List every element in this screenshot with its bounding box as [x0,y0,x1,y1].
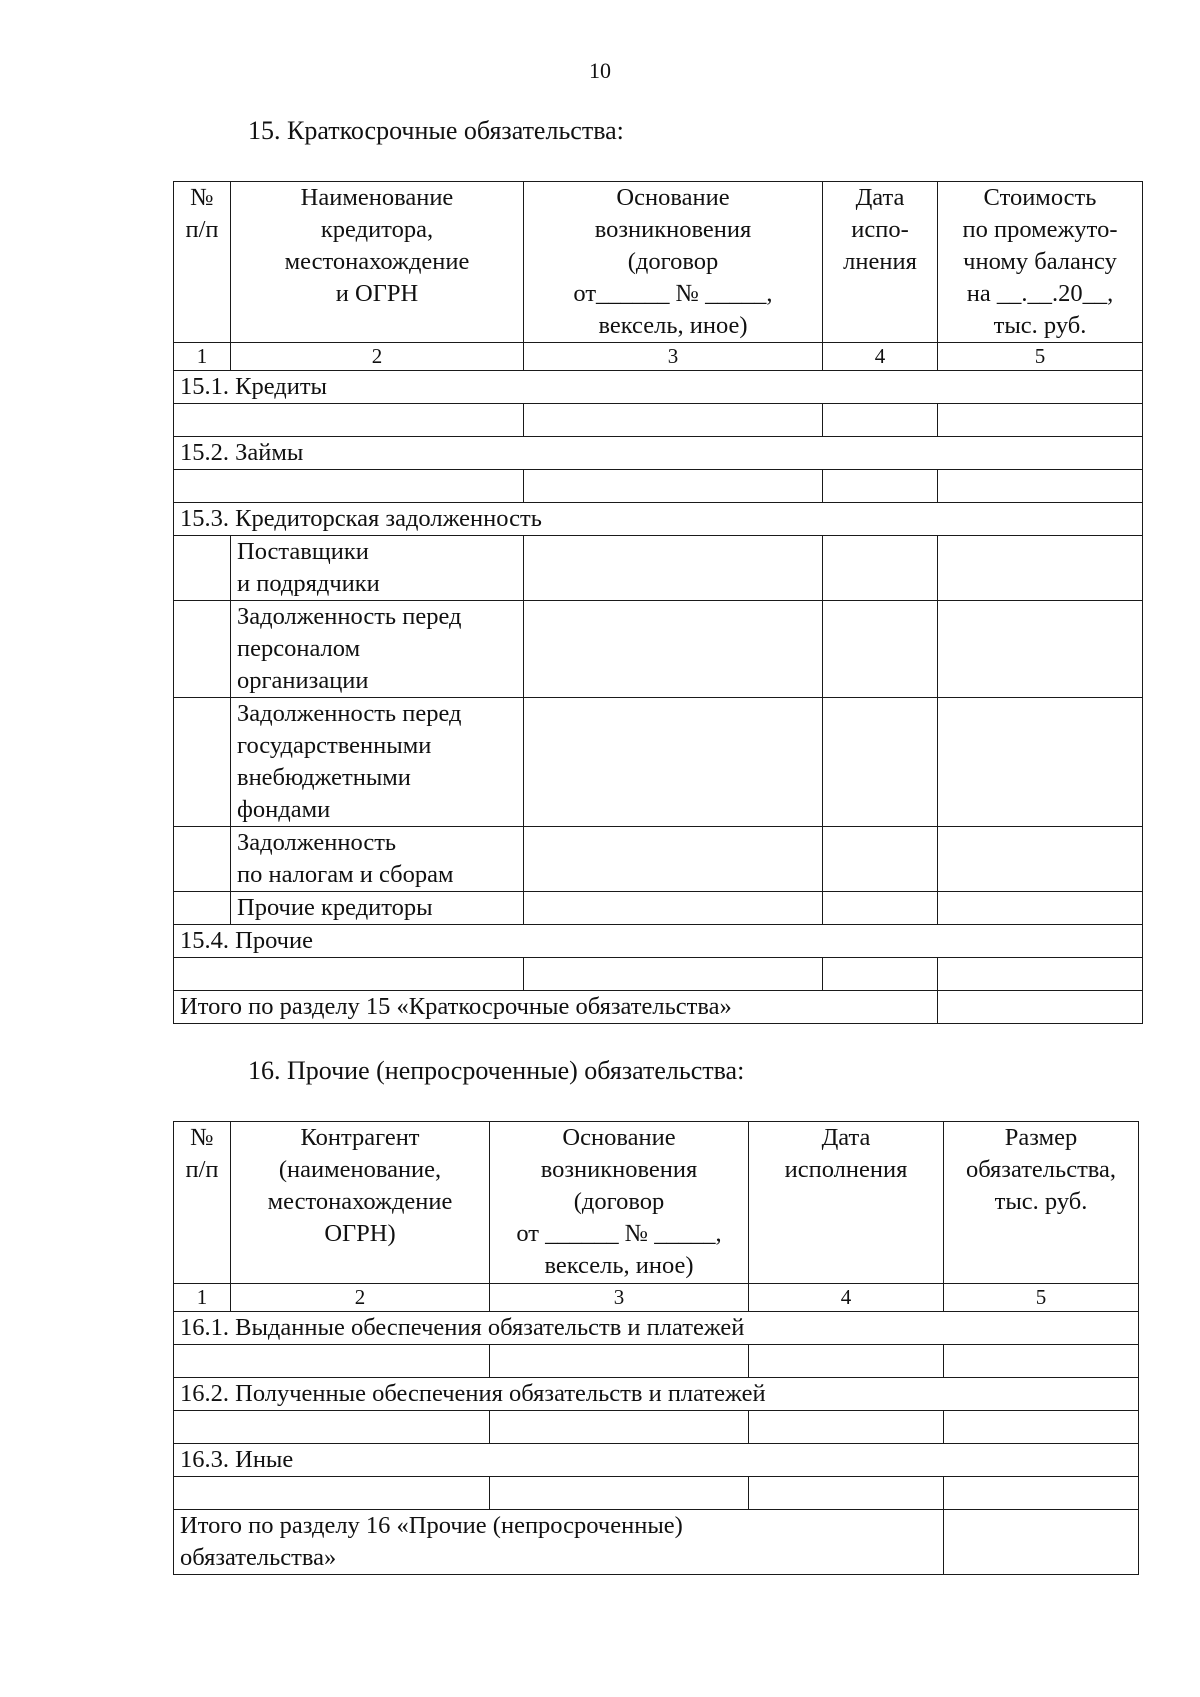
entry-cell[interactable] [174,892,231,925]
subsection-heading: 15.3. Кредиторская задолженность [174,503,1143,536]
column-number: 2 [231,1284,490,1312]
subsection-row-payables [174,503,1143,536]
payable-label: Поставщики и подрядчики [231,536,524,601]
entry-cell[interactable] [749,1411,944,1444]
entry-cell[interactable] [524,470,823,503]
payable-label: Прочие кредиторы [231,892,524,925]
header-cell: Дата исполнения [749,1122,944,1284]
blank-entry-row [174,470,1143,503]
entry-cell[interactable] [749,1345,944,1378]
payable-row-taxes [174,827,1143,892]
header-row [174,182,1143,343]
column-number: 5 [938,343,1143,371]
entry-cell[interactable] [944,1345,1139,1378]
subsection-heading: 16.2. Полученные обеспечения обязательств и платежей [174,1378,1139,1411]
header-cell: Наименование кредитора, местонахождение и ОГРН [231,182,524,343]
header-cell: № п/п [174,182,231,343]
blank-entry-row [174,404,1143,437]
short-term-liabilities-table [173,181,1143,1024]
header-row [174,1122,1139,1284]
subsection-heading: 16.1. Выданные обеспечения обязательств и платежей [174,1312,1139,1345]
blank-entry-row [174,1345,1139,1378]
entry-cell[interactable] [490,1345,749,1378]
entry-cell[interactable] [174,536,231,601]
column-number: 4 [823,343,938,371]
total-row [174,991,1143,1024]
entry-cell[interactable] [174,1477,490,1510]
entry-cell[interactable] [174,1411,490,1444]
entry-cell[interactable] [174,698,231,827]
column-number: 3 [524,343,823,371]
subsection-heading: 15.4. Прочие [174,925,1143,958]
entry-cell[interactable] [938,404,1143,437]
subsection-row-loans [174,437,1143,470]
total-row [174,1510,1139,1575]
section-16-title: 16. Прочие (непросроченные) обязательства: [248,1056,745,1085]
header-cell: № п/п [174,1122,231,1284]
payable-row-suppliers [174,536,1143,601]
payable-label: Задолженность по налогам и сборам [231,827,524,892]
payable-row-other-creditors [174,892,1143,925]
entry-cell[interactable] [524,536,823,601]
entry-cell[interactable] [944,1477,1139,1510]
header-cell: Стоимость по промежуто- чному балансу на __.__.20__, тыс. руб. [938,182,1143,343]
payable-label: Задолженность перед персоналом организации [231,601,524,698]
section-15-title: 15. Краткосрочные обязательства: [248,116,624,145]
subsection-row-received [174,1378,1139,1411]
page-number: 10 [589,58,611,83]
column-number-row [174,343,1143,371]
entry-cell[interactable] [823,601,938,698]
column-number: 1 [174,343,231,371]
entry-cell[interactable] [823,827,938,892]
entry-cell[interactable] [938,958,1143,991]
subsection-row-others [174,1444,1139,1477]
entry-cell[interactable] [524,601,823,698]
total-label: Итого по разделу 16 «Прочие (непросроченные) обязательства» [174,1510,944,1575]
subsection-heading: 15.2. Займы [174,437,1143,470]
entry-cell[interactable] [938,601,1143,698]
entry-cell[interactable] [524,892,823,925]
header-cell: Дата испо- лнения [823,182,938,343]
entry-cell[interactable] [944,1411,1139,1444]
entry-cell[interactable] [524,958,823,991]
entry-cell[interactable] [490,1411,749,1444]
subsection-heading: 15.1. Кредиты [174,371,1143,404]
entry-cell[interactable] [823,404,938,437]
entry-cell[interactable] [524,827,823,892]
total-value-cell[interactable] [938,991,1143,1024]
column-number: 4 [749,1284,944,1312]
entry-cell[interactable] [174,827,231,892]
entry-cell[interactable] [938,470,1143,503]
entry-cell[interactable] [823,698,938,827]
subsection-row-other [174,925,1143,958]
blank-entry-row [174,958,1143,991]
entry-cell[interactable] [174,601,231,698]
header-cell: Основание возникновения (договор от ______ № _____, вексель, иное) [490,1122,749,1284]
total-label: Итого по разделу 15 «Краткосрочные обязательства» [174,991,938,1024]
entry-cell[interactable] [524,404,823,437]
column-number: 5 [944,1284,1139,1312]
entry-cell[interactable] [938,827,1143,892]
entry-cell[interactable] [524,698,823,827]
total-value-cell[interactable] [944,1510,1139,1575]
entry-cell[interactable] [823,536,938,601]
subsection-heading: 16.3. Иные [174,1444,1139,1477]
blank-entry-row [174,1411,1139,1444]
entry-cell[interactable] [174,1345,490,1378]
entry-cell[interactable] [938,536,1143,601]
entry-cell[interactable] [174,404,524,437]
entry-cell[interactable] [823,958,938,991]
column-number-row [174,1284,1139,1312]
entry-cell[interactable] [938,698,1143,827]
header-cell: Основание возникновения (договор от______ № _____, вексель, иное) [524,182,823,343]
header-cell: Контрагент (наименование, местонахождение ОГРН) [231,1122,490,1284]
payable-label: Задолженность перед государственными внебюджетными фондами [231,698,524,827]
blank-entry-row [174,1477,1139,1510]
entry-cell[interactable] [174,470,524,503]
entry-cell[interactable] [938,892,1143,925]
entry-cell[interactable] [174,958,524,991]
entry-cell[interactable] [749,1477,944,1510]
column-number: 3 [490,1284,749,1312]
entry-cell[interactable] [823,892,938,925]
subsection-row-issued [174,1312,1139,1345]
payable-row-personnel [174,601,1143,698]
other-liabilities-table [173,1121,1139,1575]
header-cell: Размер обязательства, тыс. руб. [944,1122,1139,1284]
subsection-row-credits [174,371,1143,404]
entry-cell[interactable] [490,1477,749,1510]
entry-cell[interactable] [823,470,938,503]
column-number: 1 [174,1284,231,1312]
payable-row-funds [174,698,1143,827]
column-number: 2 [231,343,524,371]
